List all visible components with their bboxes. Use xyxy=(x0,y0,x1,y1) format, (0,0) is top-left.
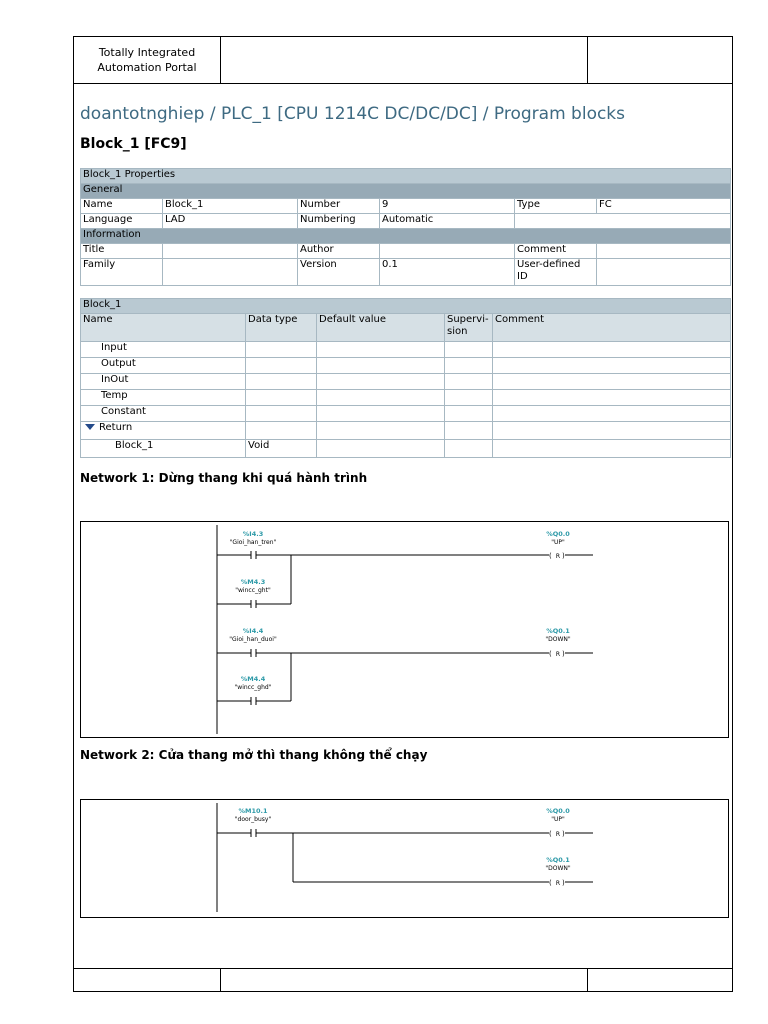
general-row xyxy=(81,214,731,229)
cell: Type xyxy=(515,199,597,214)
breadcrumb: doantotnghiep / PLC_1 [CPU 1214C DC/DC/DC] / Program blocks xyxy=(80,104,626,124)
coil-symbol: "DOWN" xyxy=(545,865,571,872)
coil-address: %Q0.0 xyxy=(546,530,570,538)
table-row xyxy=(81,422,731,440)
table-row xyxy=(81,440,731,458)
network-2-title: Network 2: Cửa thang mở thì thang không thể chạy xyxy=(80,748,428,762)
row-name: InOut xyxy=(81,374,246,390)
coil-address: %Q0.1 xyxy=(546,856,570,864)
footer-separator-right xyxy=(587,968,588,992)
coil-paren-left: ( xyxy=(549,552,552,560)
coil-paren-right: ) xyxy=(562,552,565,560)
network-1-diagram xyxy=(81,522,728,737)
coil-type: R xyxy=(555,553,561,560)
header-separator-left xyxy=(220,36,221,83)
cell: Title xyxy=(81,244,163,259)
cell: Block_1 xyxy=(163,199,298,214)
coil-paren-right: ) xyxy=(562,879,565,887)
cell: Comment xyxy=(515,244,597,259)
coil-paren-left: ( xyxy=(549,879,552,887)
contact-symbol: "wincc_ghd" xyxy=(234,684,272,691)
portal-label xyxy=(74,37,220,83)
cell xyxy=(597,259,731,286)
network-2-box xyxy=(80,799,729,918)
cell xyxy=(597,244,731,259)
header-divider xyxy=(73,83,733,84)
footer-separator-left xyxy=(220,968,221,992)
table-row xyxy=(81,374,731,390)
portal-line-1: Totally Integrated xyxy=(98,46,196,59)
cell xyxy=(515,214,731,229)
row-type: Void xyxy=(246,440,317,458)
col-supervision: Supervi-sion xyxy=(445,314,493,342)
cell: FC xyxy=(597,199,731,214)
row-name: Return xyxy=(99,422,133,433)
network-2-diagram xyxy=(81,800,728,917)
cell: 0.1 xyxy=(380,259,515,286)
coil-symbol: "UP" xyxy=(551,539,565,546)
coil-symbol: "UP" xyxy=(551,816,565,823)
coil-type: R xyxy=(555,880,561,887)
properties-section-title: Block_1 Properties xyxy=(81,169,731,184)
cell xyxy=(380,244,515,259)
info-row xyxy=(81,244,731,259)
contact-symbol: "Gioi_han_duoi" xyxy=(229,636,277,643)
cell xyxy=(163,244,298,259)
cell: Language xyxy=(81,214,163,229)
cell: Version xyxy=(298,259,380,286)
coil-paren-right: ) xyxy=(562,650,565,658)
cell: LAD xyxy=(163,214,298,229)
network-1-box xyxy=(80,521,729,738)
coil-symbol: "DOWN" xyxy=(545,636,571,643)
collapse-triangle-icon[interactable] xyxy=(85,424,95,430)
table-row xyxy=(81,342,731,358)
col-name: Name xyxy=(81,314,246,342)
contact-address: %I4.4 xyxy=(242,627,264,635)
col-datatype: Data type xyxy=(246,314,317,342)
col-default: Default value xyxy=(317,314,445,342)
header-separator-right xyxy=(587,36,588,83)
contact-symbol: "door_busy" xyxy=(234,816,272,823)
row-name: Block_1 xyxy=(81,440,246,458)
coil-paren-left: ( xyxy=(549,650,552,658)
footer-divider xyxy=(73,968,733,969)
contact-symbol: "wincc_ght" xyxy=(235,587,271,594)
properties-table xyxy=(80,168,731,286)
contact-symbol: "Gioi_han_tren" xyxy=(229,539,277,546)
row-name: Constant xyxy=(81,406,246,422)
cell: 9 xyxy=(380,199,515,214)
contact-address: %M10.1 xyxy=(238,807,268,815)
table-row xyxy=(81,390,731,406)
cell: Family xyxy=(81,259,163,286)
contact-address: %M4.4 xyxy=(240,675,266,683)
contact-address: %M4.3 xyxy=(240,578,266,586)
network-1-title: Network 1: Dừng thang khi quá hành trình xyxy=(80,471,368,485)
cell: User-defined ID xyxy=(515,259,597,286)
coil-paren-left: ( xyxy=(549,830,552,838)
interface-table xyxy=(80,298,731,458)
table-row xyxy=(81,406,731,422)
cell: Automatic xyxy=(380,214,515,229)
coil-type: R xyxy=(555,651,561,658)
information-label: Information xyxy=(81,229,731,244)
info-row xyxy=(81,259,731,286)
contact-address: %I4.3 xyxy=(242,530,264,538)
col-comment: Comment xyxy=(493,314,731,342)
row-name: Output xyxy=(81,358,246,374)
table-row xyxy=(81,358,731,374)
portal-line-2: Automation Portal xyxy=(97,61,197,74)
cell: Number xyxy=(298,199,380,214)
cell: Author xyxy=(298,244,380,259)
cell xyxy=(163,259,298,286)
general-label: General xyxy=(81,184,731,199)
interface-section-title: Block_1 xyxy=(81,299,731,314)
coil-type: R xyxy=(555,831,561,838)
row-name: Temp xyxy=(81,390,246,406)
cell: Name xyxy=(81,199,163,214)
page-title: Block_1 [FC9] xyxy=(80,136,187,152)
coil-address: %Q0.1 xyxy=(546,627,570,635)
row-name: Input xyxy=(81,342,246,358)
coil-address: %Q0.0 xyxy=(546,807,570,815)
general-row xyxy=(81,199,731,214)
coil-paren-right: ) xyxy=(562,830,565,838)
cell: Numbering xyxy=(298,214,380,229)
